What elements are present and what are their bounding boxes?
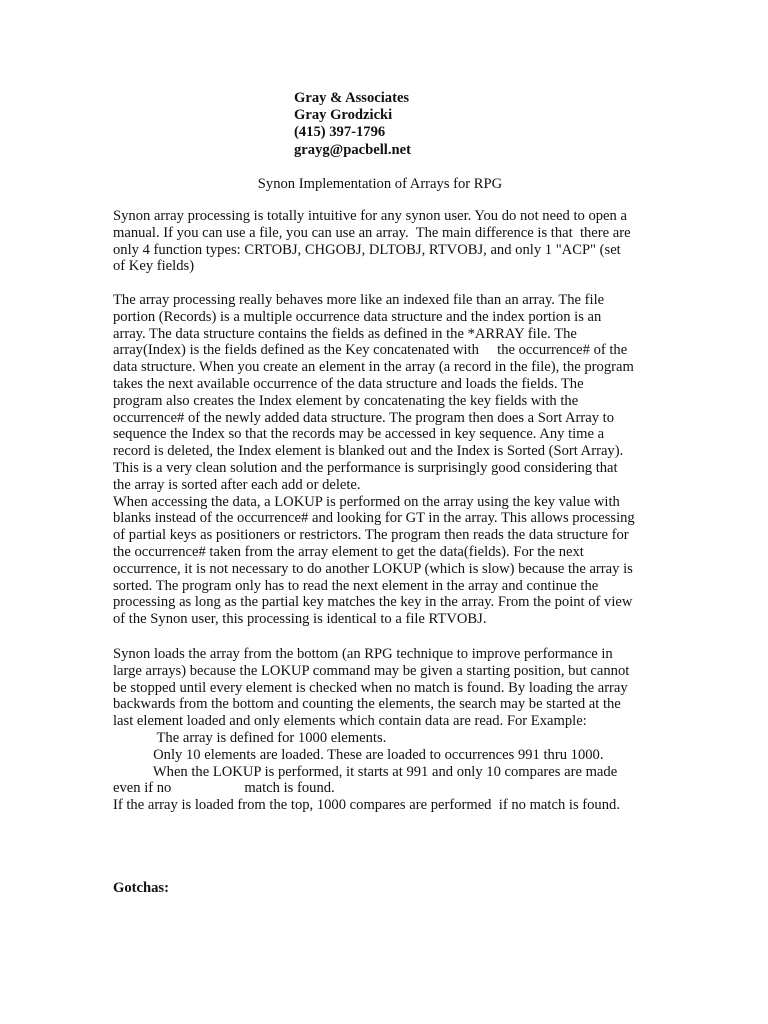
text-line: The array is defined for 1000 elements. [113,729,387,746]
paragraph-intro [113,208,658,275]
text-line: occurrence, it is not necessary to do another LOKUP (which is slow) because the array is [113,560,633,577]
text-line: processing as long as the partial key matches the key in the array. From the point of view [113,594,633,611]
text-line: last element loaded and only elements which contain data are read. For Example: [113,713,587,730]
contact-header [294,90,411,159]
text-line: Synon array processing is totally intuitive for any synon user. You do not need to open a [113,208,627,224]
text-line: the array is sorted after each add or delete. [113,476,361,493]
text-line: backwards from the bottom and counting the elements, the search may be started at the [113,696,621,713]
paragraph-loading [113,646,658,814]
text-line: sorted. The program only has to read the next element in the array and continue the [113,577,599,594]
text-line: be stopped until every element is checked when no match is found. By loading the array [113,679,628,696]
company-name: Gray & Associates [294,90,410,106]
text-line: the occurrence# taken from the array element to get the data(fields). For the next [113,543,584,560]
text-line: occurrence# of the newly added data structure. The program then does a Sort Array to [113,409,615,426]
text-line: array. The data structure contains the fields as defined in the *ARRAY file. The [113,325,577,342]
text-line: even if no match is found. [113,780,335,797]
contact-phone: (415) 397-1796 [294,124,386,141]
contact-email: grayg@pacbell.net [294,141,411,158]
text-line: of Key fields) [113,258,195,275]
text-line: Synon loads the array from the bottom (an RPG technique to improve performance in [113,646,613,662]
text-line: large arrays) because the LOKUP command may be given a starting position, but cannot [113,662,630,679]
text-line: When accessing the data, a LOKUP is performed on the array using the key value with [113,493,620,510]
text-line: of the Synon user, this processing is identical to a file RTVOBJ. [113,611,487,628]
text-line: blanks instead of the occurrence# and looking for GT in the array. This allows processing [113,510,635,527]
text-line: The array processing really behaves more like an indexed file than an array. The file [113,292,605,308]
text-line: Only 10 elements are loaded. These are loaded to occurrences 991 thru 1000. [113,746,604,763]
text-line: If the array is loaded from the top, 1000 compares are performed if no match is found. [113,797,620,814]
text-line: data structure. When you create an element in the array (a record in the file), the program [113,359,634,376]
text-line: This is a very clean solution and the performance is surprisingly good considering that [113,459,618,476]
text-line: portion (Records) is a multiple occurrence data structure and the index portion is an [113,308,602,325]
text-line: When the LOKUP is performed, it starts at 991 and only 10 compares are made [113,763,618,780]
text-line: program also creates the Index element by concatenating the key fields with the [113,392,579,409]
text-line: manual. If you can use a file, you can use an array. The main difference is that there are [113,224,631,241]
paragraph-array-processing [113,292,658,628]
text-line: takes the next available occurrence of the data structure and loads the fields. The [113,375,584,392]
gotchas-heading: Gotchas: [113,880,169,896]
contact-person: Gray Grodzicki [294,107,393,124]
text-line: array(Index) is the fields defined as the Key concatenated with the occurrence# of the [113,342,628,359]
text-line: only 4 function types: CRTOBJ, CHGOBJ, DLTOBJ, RTVOBJ, and only 1 "ACP" (set [113,241,621,258]
document-title: Synon Implementation of Arrays for RPG [257,176,503,192]
text-line: record is deleted, the Index element is blanked out and the Index is Sorted (Sort Array). [113,443,624,460]
text-line: sequence the Index so that the records may be accessed in key sequence. Any time a [113,426,605,443]
text-line: of partial keys as positioners or restrictors. The program then reads the data structure for [113,527,629,544]
